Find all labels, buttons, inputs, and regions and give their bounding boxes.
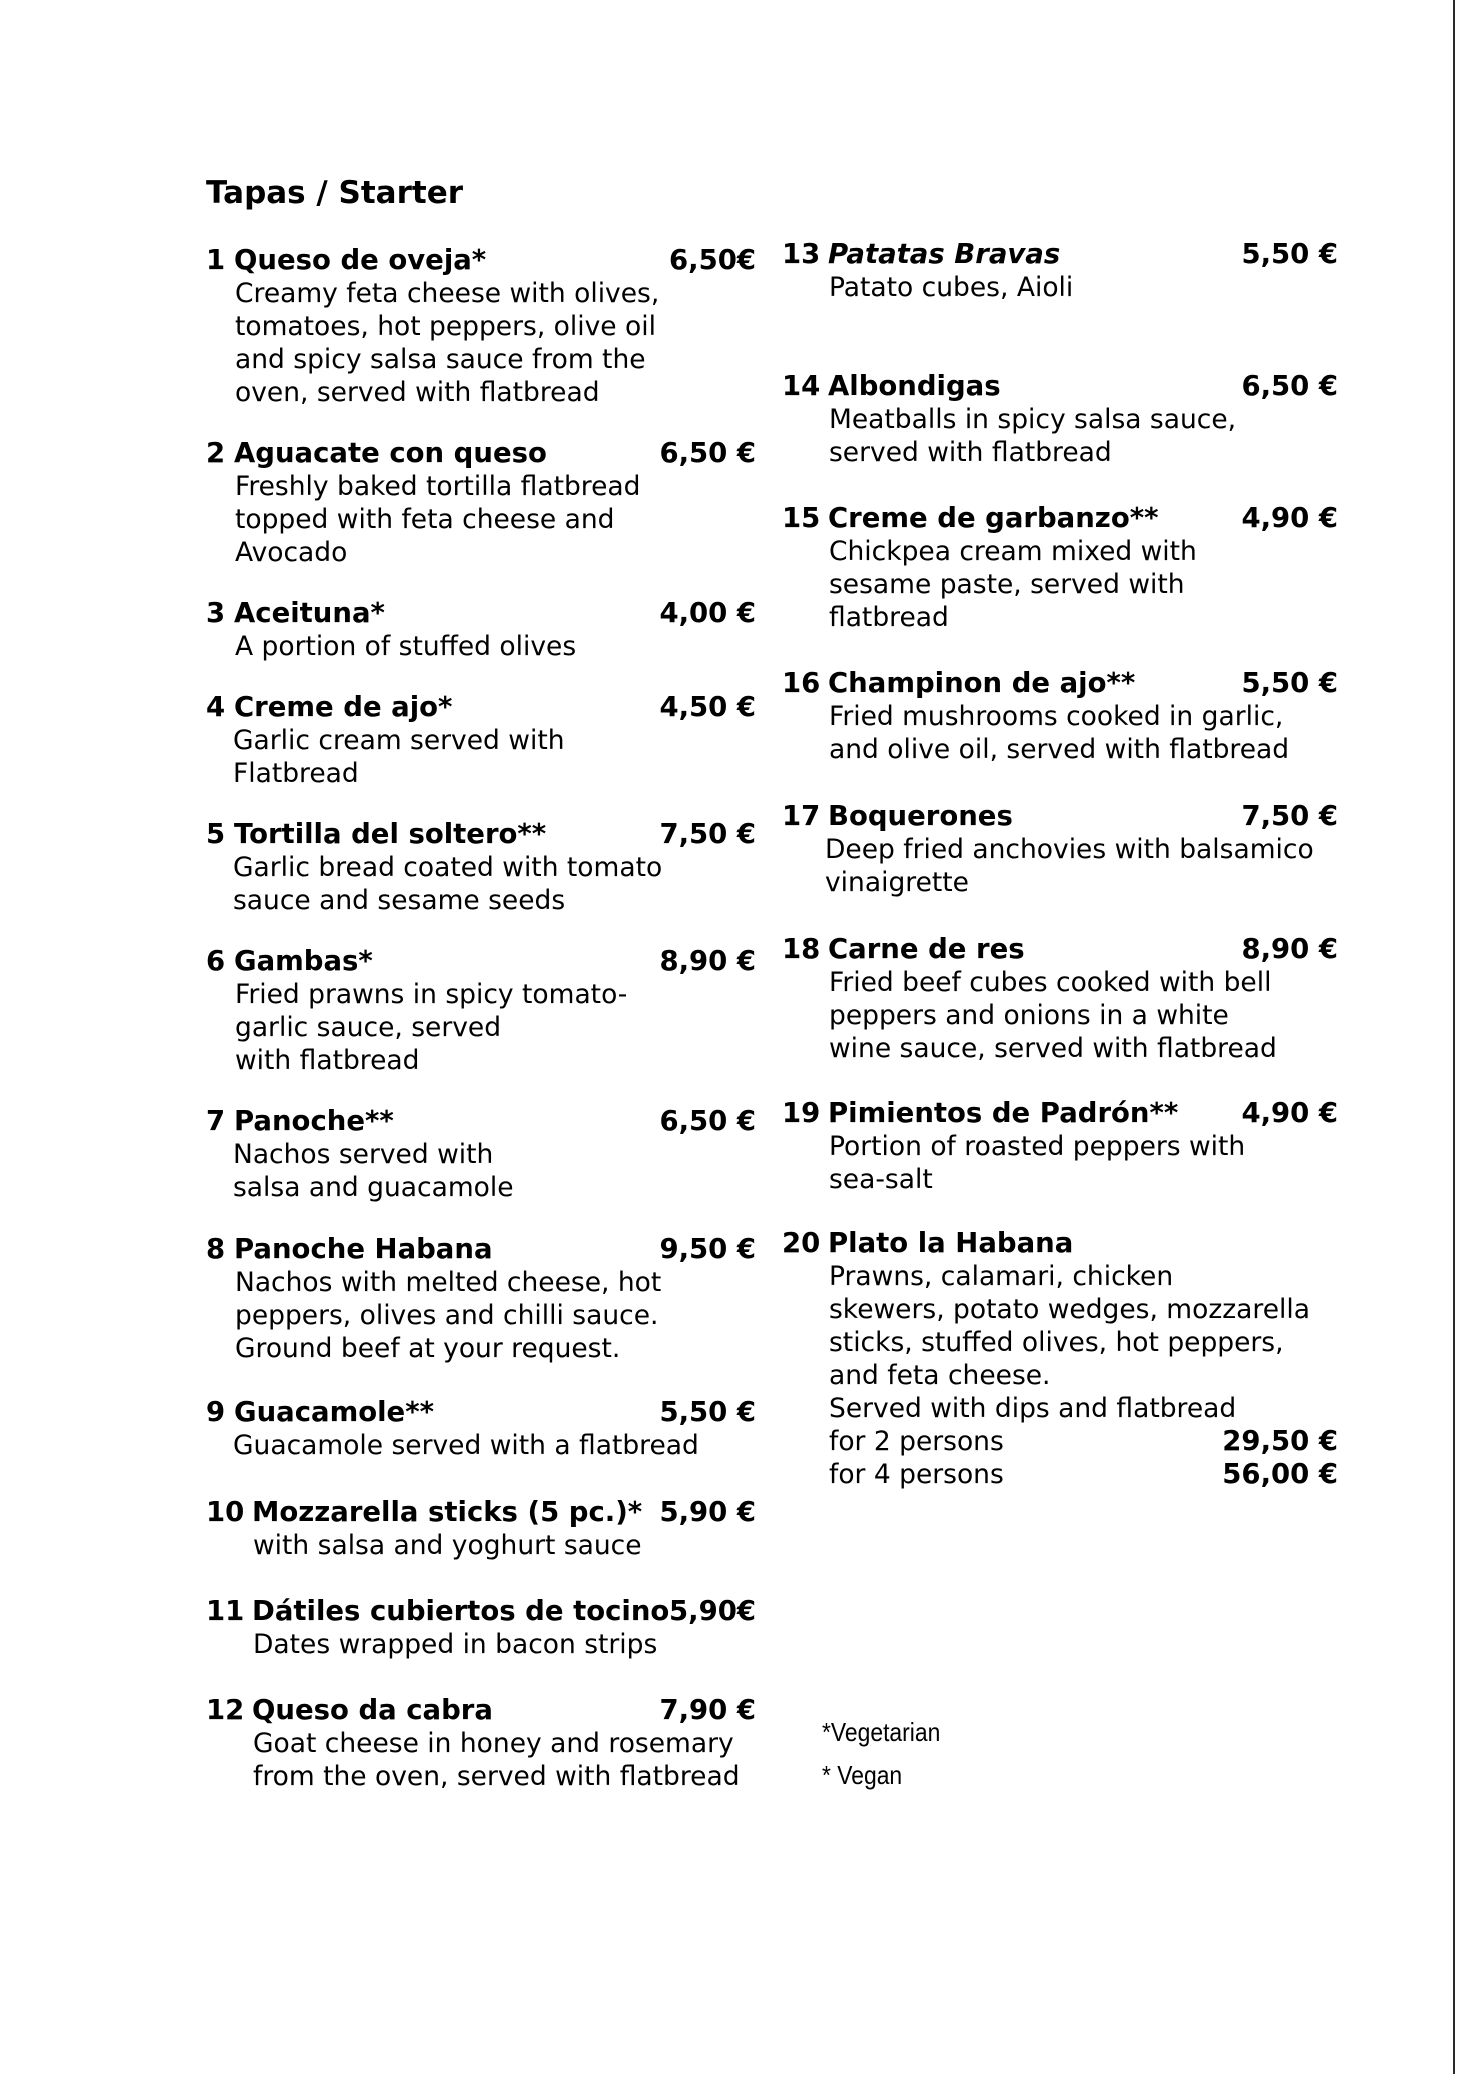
menu-item-description <box>206 1628 756 1661</box>
habana-options <box>782 1425 1338 1491</box>
menu-item-description-line: Portion of roasted peppers with <box>829 1131 1246 1162</box>
menu-item <box>206 1396 756 1462</box>
menu-item-number: 19 <box>782 1097 821 1129</box>
menu-item <box>206 437 756 569</box>
menu-item-description-line: Flatbread <box>233 758 359 789</box>
menu-item-name: Creme de ajo* <box>234 691 453 723</box>
menu-item-description-line: and feta cheese. <box>829 1360 1051 1391</box>
legend-vegetarian: *Vegetarian <box>822 1717 941 1747</box>
menu-item-description-line: topped with feta cheese and <box>235 504 615 535</box>
menu-item-description-line: from the oven, served with flatbread <box>253 1761 740 1792</box>
menu-item-description-line: Dates wrapped in bacon strips <box>253 1629 658 1660</box>
menu-item-description-line: Nachos served with <box>233 1139 494 1170</box>
habana-option-price: 29,50 € <box>1222 1425 1338 1457</box>
menu-item-description-line: wine sauce, served with flatbread <box>829 1033 1277 1064</box>
menu-item-description-line: Garlic bread coated with tomato <box>233 852 663 883</box>
menu-item-name: Guacamole** <box>234 1396 434 1428</box>
menu-item-description-line: Prawns, calamari, chicken <box>829 1261 1174 1292</box>
menu-item-description-line: Meatballs in spicy salsa sauce, <box>829 404 1237 435</box>
menu-item <box>206 691 756 790</box>
menu-item-name: Aceituna* <box>234 597 385 629</box>
menu-item <box>782 933 1338 1065</box>
menu-item-header <box>782 667 1338 700</box>
menu-item-number: 11 <box>206 1595 245 1627</box>
menu-item <box>206 818 756 917</box>
menu-item-price: 5,50 € <box>1241 667 1338 699</box>
menu-item-header <box>206 1595 756 1628</box>
menu-item <box>782 667 1338 766</box>
menu-item-name: Patatas Bravas <box>828 238 1061 270</box>
menu-item-price: 8,90 € <box>659 945 756 977</box>
menu-item-description-line: and spicy salsa sauce from the <box>235 344 646 375</box>
menu-item-number: 12 <box>206 1694 245 1726</box>
menu-item-number: 17 <box>782 800 821 832</box>
menu-item-description <box>206 630 756 663</box>
menu-item-description <box>782 271 1338 304</box>
menu-item-description-line: Chickpea cream mixed with <box>829 536 1197 567</box>
menu-item-description-line: Avocado <box>235 537 348 568</box>
menu-item-description <box>782 1260 1338 1425</box>
menu-item-name: Creme de garbanzo** <box>828 502 1159 534</box>
menu-item-description-line: Nachos with melted cheese, hot <box>235 1267 662 1298</box>
menu-item <box>206 244 756 409</box>
menu-item-description <box>206 1727 756 1793</box>
menu-item-header <box>782 1097 1338 1130</box>
menu-item-description-line: salsa and guacamole <box>233 1172 514 1203</box>
habana-option-label: for 2 persons <box>829 1426 1004 1457</box>
menu-item-description-line: Fried mushrooms cooked in garlic, <box>829 701 1284 732</box>
menu-item-number: 14 <box>782 370 821 402</box>
habana-option-price: 56,00 € <box>1222 1458 1338 1490</box>
menu-item-header <box>782 370 1338 403</box>
menu-item-price: 5,90€ <box>669 1595 756 1627</box>
menu-item-header <box>206 945 756 978</box>
menu-item-price: 5,50 € <box>1241 238 1338 270</box>
menu-item <box>206 1105 756 1204</box>
menu-item-price: 4,00 € <box>659 597 756 629</box>
menu-item-description-line: peppers and onions in a white <box>829 1000 1229 1031</box>
menu-item-header <box>782 1227 1338 1260</box>
page-title: Tapas / Starter <box>206 175 464 211</box>
menu-item-description <box>782 535 1338 634</box>
menu-item <box>206 597 756 663</box>
menu-item <box>782 370 1338 469</box>
menu-item-number: 2 <box>206 437 226 469</box>
menu-item <box>782 800 1338 899</box>
menu-item-number: 20 <box>782 1227 821 1259</box>
menu-item-description-line: sticks, stuffed olives, hot peppers, <box>829 1327 1284 1358</box>
menu-item-header <box>206 1105 756 1138</box>
menu-item-description <box>206 1529 756 1562</box>
menu-item-description <box>206 851 756 917</box>
menu-item-name: Champinon de ajo** <box>828 667 1136 699</box>
menu-item-description <box>782 700 1338 766</box>
menu-item-price: 7,90 € <box>659 1694 756 1726</box>
menu-item-description-line: Freshly baked tortilla flatbread <box>235 471 641 502</box>
menu-item-price: 7,50 € <box>1241 800 1338 832</box>
menu-item-description-line: served with flatbread <box>829 437 1112 468</box>
menu-item <box>782 1097 1338 1196</box>
menu-item-header <box>206 244 756 277</box>
menu-item-header <box>782 238 1338 271</box>
menu-item-number: 8 <box>206 1233 226 1265</box>
menu-item-description-line: and olive oil, served with flatbread <box>829 734 1290 765</box>
menu-item-number: 15 <box>782 502 821 534</box>
habana-option-label: for 4 persons <box>829 1459 1004 1490</box>
menu-item-header <box>206 818 756 851</box>
menu-item <box>206 1694 756 1793</box>
menu-item-description-line: garlic sauce, served <box>235 1012 502 1043</box>
menu-item-price: 9,50 € <box>659 1233 756 1265</box>
menu-item-number: 4 <box>206 691 226 723</box>
habana-option-row <box>829 1425 1338 1458</box>
menu-item-name: Queso da cabra <box>252 1694 493 1726</box>
legend-vegan: * Vegan <box>822 1760 903 1790</box>
menu-item-price: 4,90 € <box>1241 502 1338 534</box>
menu-item-price: 5,90 € <box>659 1496 756 1528</box>
menu-item-price: 6,50€ <box>669 244 756 276</box>
menu-item-description <box>206 470 756 569</box>
menu-item-description <box>206 277 756 409</box>
menu-item-name: Carne de res <box>828 933 1025 965</box>
menu-item-header <box>206 1233 756 1266</box>
menu-item <box>782 238 1338 304</box>
menu-item-description-line: Served with dips and flatbread <box>829 1393 1237 1424</box>
menu-item-description <box>782 833 1338 899</box>
menu-item-number: 3 <box>206 597 226 629</box>
menu-item-description-line: Deep fried anchovies with balsamico <box>825 834 1314 865</box>
menu-item <box>206 1233 756 1365</box>
menu-item-number: 18 <box>782 933 821 965</box>
menu-item-description-line: Fried beef cubes cooked with bell <box>829 967 1272 998</box>
menu-item-name: Gambas* <box>234 945 373 977</box>
page-edge <box>1453 0 1455 2074</box>
menu-item-number: 9 <box>206 1396 226 1428</box>
menu-item-number: 16 <box>782 667 821 699</box>
menu-item-name: Mozzarella sticks (5 pc.)* <box>252 1496 643 1528</box>
menu-item-name: Panoche** <box>234 1105 394 1137</box>
menu-item-name: Aguacate con queso <box>234 437 547 469</box>
menu-item-description-line: with salsa and yoghurt sauce <box>253 1530 642 1561</box>
menu-item-number: 13 <box>782 238 821 270</box>
menu-item-description <box>206 1266 756 1365</box>
menu-item-description-line: Patato cubes, Aioli <box>829 272 1074 303</box>
menu-item-header <box>782 502 1338 535</box>
menu-item <box>206 945 756 1077</box>
menu-item-description-line: tomatoes, hot peppers, olive oil <box>235 311 656 342</box>
menu-item-header <box>782 933 1338 966</box>
menu-item-description-line: Fried prawns in spicy tomato- <box>235 979 628 1010</box>
menu-item <box>206 1595 756 1661</box>
menu-item-name: Queso de oveja* <box>234 244 487 276</box>
menu-item-number: 5 <box>206 818 226 850</box>
menu-item-number: 10 <box>206 1496 245 1528</box>
menu-item-description-line: sauce and sesame seeds <box>233 885 566 916</box>
menu-item-description <box>206 1429 756 1462</box>
menu-item-header <box>206 1396 756 1429</box>
menu-item-description-line: sesame paste, served with <box>829 569 1185 600</box>
menu-item-name: Pimientos de Padrón** <box>828 1097 1179 1129</box>
menu-item-name: Albondigas <box>828 370 1001 402</box>
menu-item-name: Plato la Habana <box>828 1227 1074 1259</box>
menu-item-name: Boquerones <box>828 800 1013 832</box>
habana-option-row <box>829 1458 1338 1491</box>
menu-item <box>206 1496 756 1562</box>
menu-item-description-line: Guacamole served with a flatbread <box>233 1430 699 1461</box>
menu-item-description-line: sea-salt <box>829 1164 933 1195</box>
menu-item-header <box>206 691 756 724</box>
menu-item-price: 8,90 € <box>1241 933 1338 965</box>
menu-item-header <box>206 1694 756 1727</box>
menu-item-description <box>206 724 756 790</box>
menu-item-header <box>206 597 756 630</box>
menu-item-description-line: flatbread <box>829 602 949 633</box>
menu-item-price: 4,50 € <box>659 691 756 723</box>
menu-item-description <box>782 1130 1338 1196</box>
menu-item-description <box>206 978 756 1077</box>
menu-item <box>782 502 1338 634</box>
menu-item-number: 1 <box>206 244 226 276</box>
menu-item-price: 6,50 € <box>1241 370 1338 402</box>
menu-item-name: Tortilla del soltero** <box>234 818 547 850</box>
menu-item-description-line: Ground beef at your request. <box>235 1333 621 1364</box>
menu-item-description-line: with flatbread <box>235 1045 420 1076</box>
menu-item-price: 4,90 € <box>1241 1097 1338 1129</box>
menu-item-price: 6,50 € <box>659 437 756 469</box>
menu-item-name: Panoche Habana <box>234 1233 493 1265</box>
menu-item <box>782 1227 1338 1491</box>
menu-item-description-line: Creamy feta cheese with olives, <box>235 278 660 309</box>
menu-item-price: 7,50 € <box>659 818 756 850</box>
menu-item-description-line: Garlic cream served with <box>233 725 565 756</box>
menu-item-description-line: A portion of stuffed olives <box>235 631 577 662</box>
menu-item-price: 6,50 € <box>659 1105 756 1137</box>
menu-item-description-line: vinaigrette <box>825 867 969 898</box>
menu-item-description <box>782 403 1338 469</box>
menu-item-header <box>206 437 756 470</box>
menu-item-name: Dátiles cubiertos de tocino <box>252 1595 670 1627</box>
menu-item-description-line: oven, served with flatbread <box>235 377 600 408</box>
menu-item-header <box>206 1496 756 1529</box>
menu-item-price: 5,50 € <box>659 1396 756 1428</box>
menu-item-description <box>782 966 1338 1065</box>
menu-item-number: 6 <box>206 945 226 977</box>
menu-item-description-line: Goat cheese in honey and rosemary <box>253 1728 734 1759</box>
menu-item-number: 7 <box>206 1105 226 1137</box>
menu-item-header <box>782 800 1338 833</box>
menu-item-description <box>206 1138 756 1204</box>
menu-item-description-line: skewers, potato wedges, mozzarella <box>829 1294 1310 1325</box>
menu-item-description-line: peppers, olives and chilli sauce. <box>235 1300 659 1331</box>
